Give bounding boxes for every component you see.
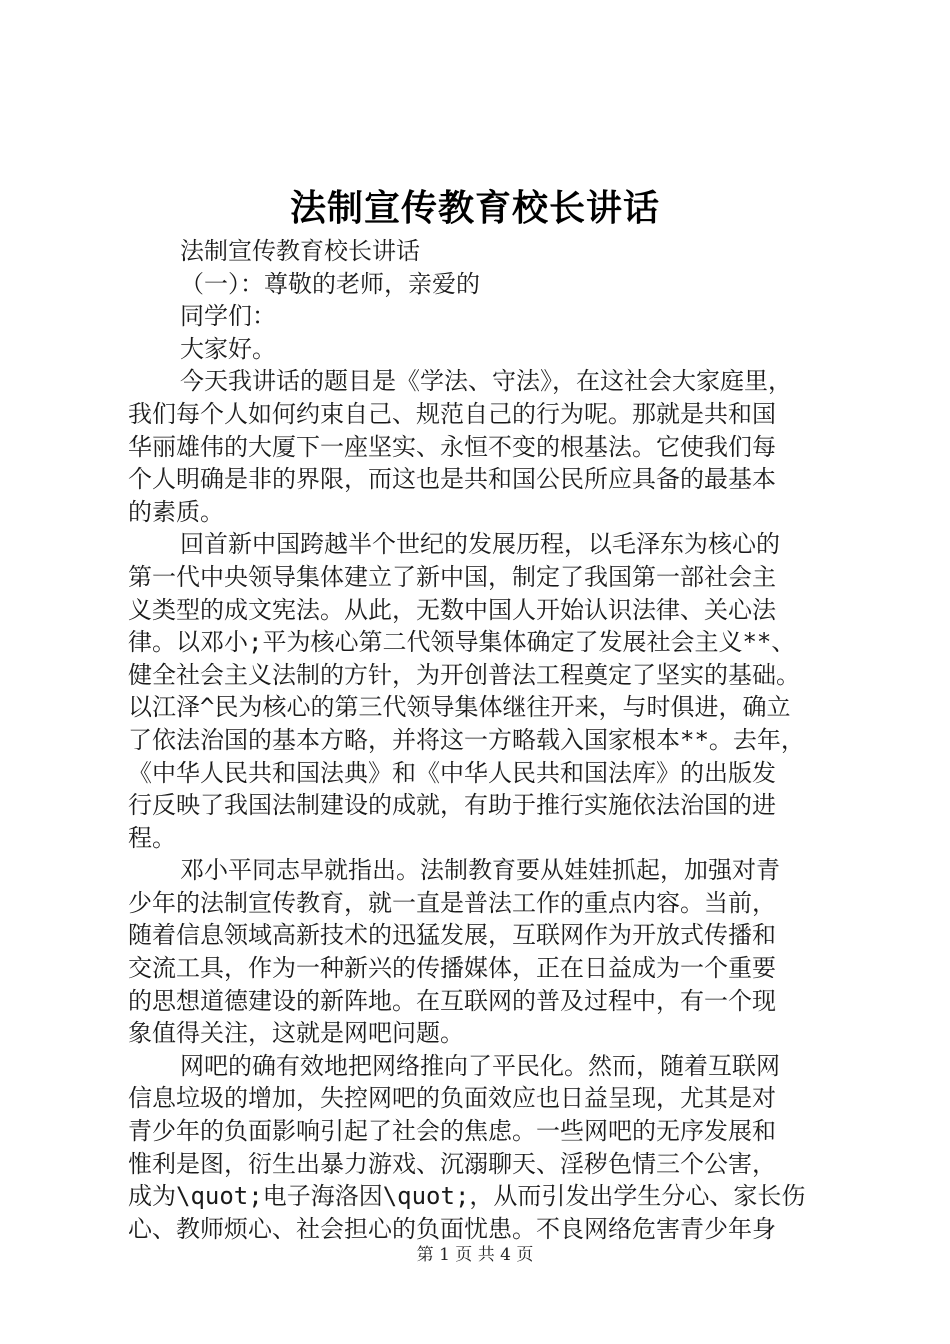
text-line: 青少年的负面影响引起了社会的焦虑。一些网吧的无序发展和 xyxy=(128,1117,776,1146)
text-line: 心、教师烦心、社会担心的负面忧患。不良网络危害青少年身 xyxy=(128,1214,776,1243)
text-line: 的素质。 xyxy=(128,497,224,526)
text-line: 义类型的成文宪法。从此，无数中国人开始认识法律、关心法 xyxy=(128,595,776,624)
page-number-footer: 第 1 页 共 4 页 xyxy=(416,1245,534,1265)
text-line: 惟利是图，衍生出暴力游戏、沉溺聊天、淫秽色情三个公害， xyxy=(128,1149,776,1178)
text-line: 《中华人民共和国法典》和《中华人民共和国法库》的出版发 xyxy=(128,758,776,787)
text-line: 今天我讲话的题目是《学法、守法》，在这社会大家庭里， xyxy=(180,367,792,396)
text-line: 健全社会主义法制的方针，为开创普法工程奠定了坚实的基础。 xyxy=(128,660,800,689)
text-line: 信息垃圾的增加，失控网吧的负面效应也日益呈现，尤其是对 xyxy=(128,1084,776,1113)
text-line: 我们每个人如何约束自己、规范自己的行为呢。那就是共和国 xyxy=(128,399,776,428)
text-line: （一）：尊敬的老师，亲爱的 xyxy=(180,269,480,298)
text-line: 法制宣传教育校长讲话 xyxy=(180,237,420,265)
text-line: 了依法治国的基本方略，并将这一方略载入国家根本**。去年， xyxy=(128,725,805,754)
text-line: 少年的法制宣传教育，就一直是普法工作的重点内容。当前， xyxy=(128,888,776,917)
text-line: 成为\quot;电子海洛因\quot;，从而引发出学生分心、家长伤 xyxy=(128,1182,806,1211)
text-line: 程。 xyxy=(128,823,176,852)
text-line: 象值得关注，这就是网吧问题。 xyxy=(128,1019,464,1048)
text-line: 回首新中国跨越半个世纪的发展历程，以毛泽东为核心的 xyxy=(180,530,780,559)
text-line: 邓小平同志早就指出。法制教育要从娃娃抓起，加强对青 xyxy=(180,856,780,885)
text-line: 大家好。 xyxy=(180,334,276,363)
document-body xyxy=(128,235,828,1245)
text-line: 个人明确是非的界限，而这也是共和国公民所应具备的最基本 xyxy=(128,465,776,494)
text-line: 的思想道德建设的新阵地。在互联网的普及过程中，有一个现 xyxy=(128,986,776,1015)
text-line: 交流工具，作为一种新兴的传播媒体，正在日益成为一个重要 xyxy=(128,954,776,983)
document-title: 法制宣传教育校长讲话 xyxy=(289,187,660,229)
text-line: 华丽雄伟的大厦下一座坚实、永恒不变的根基法。它使我们每 xyxy=(128,432,776,461)
text-line: 行反映了我国法制建设的成就，有助于推行实施依法治国的进 xyxy=(128,791,776,820)
text-line: 以江泽^民为核心的第三代领导集体继往开来，与时俱进，确立 xyxy=(128,693,791,722)
text-line: 网吧的确有效地把网络推向了平民化。然而，随着互联网 xyxy=(180,1051,780,1080)
text-line: 律。以邓小;平为核心第二代领导集体确定了发展社会主义**、 xyxy=(128,628,796,657)
text-line: 第一代中央领导集体建立了新中国，制定了我国第一部社会主 xyxy=(128,562,776,591)
text-line: 同学们： xyxy=(180,302,276,331)
text-line: 随着信息领域高新技术的迅猛发展，互联网作为开放式传播和 xyxy=(128,921,776,950)
